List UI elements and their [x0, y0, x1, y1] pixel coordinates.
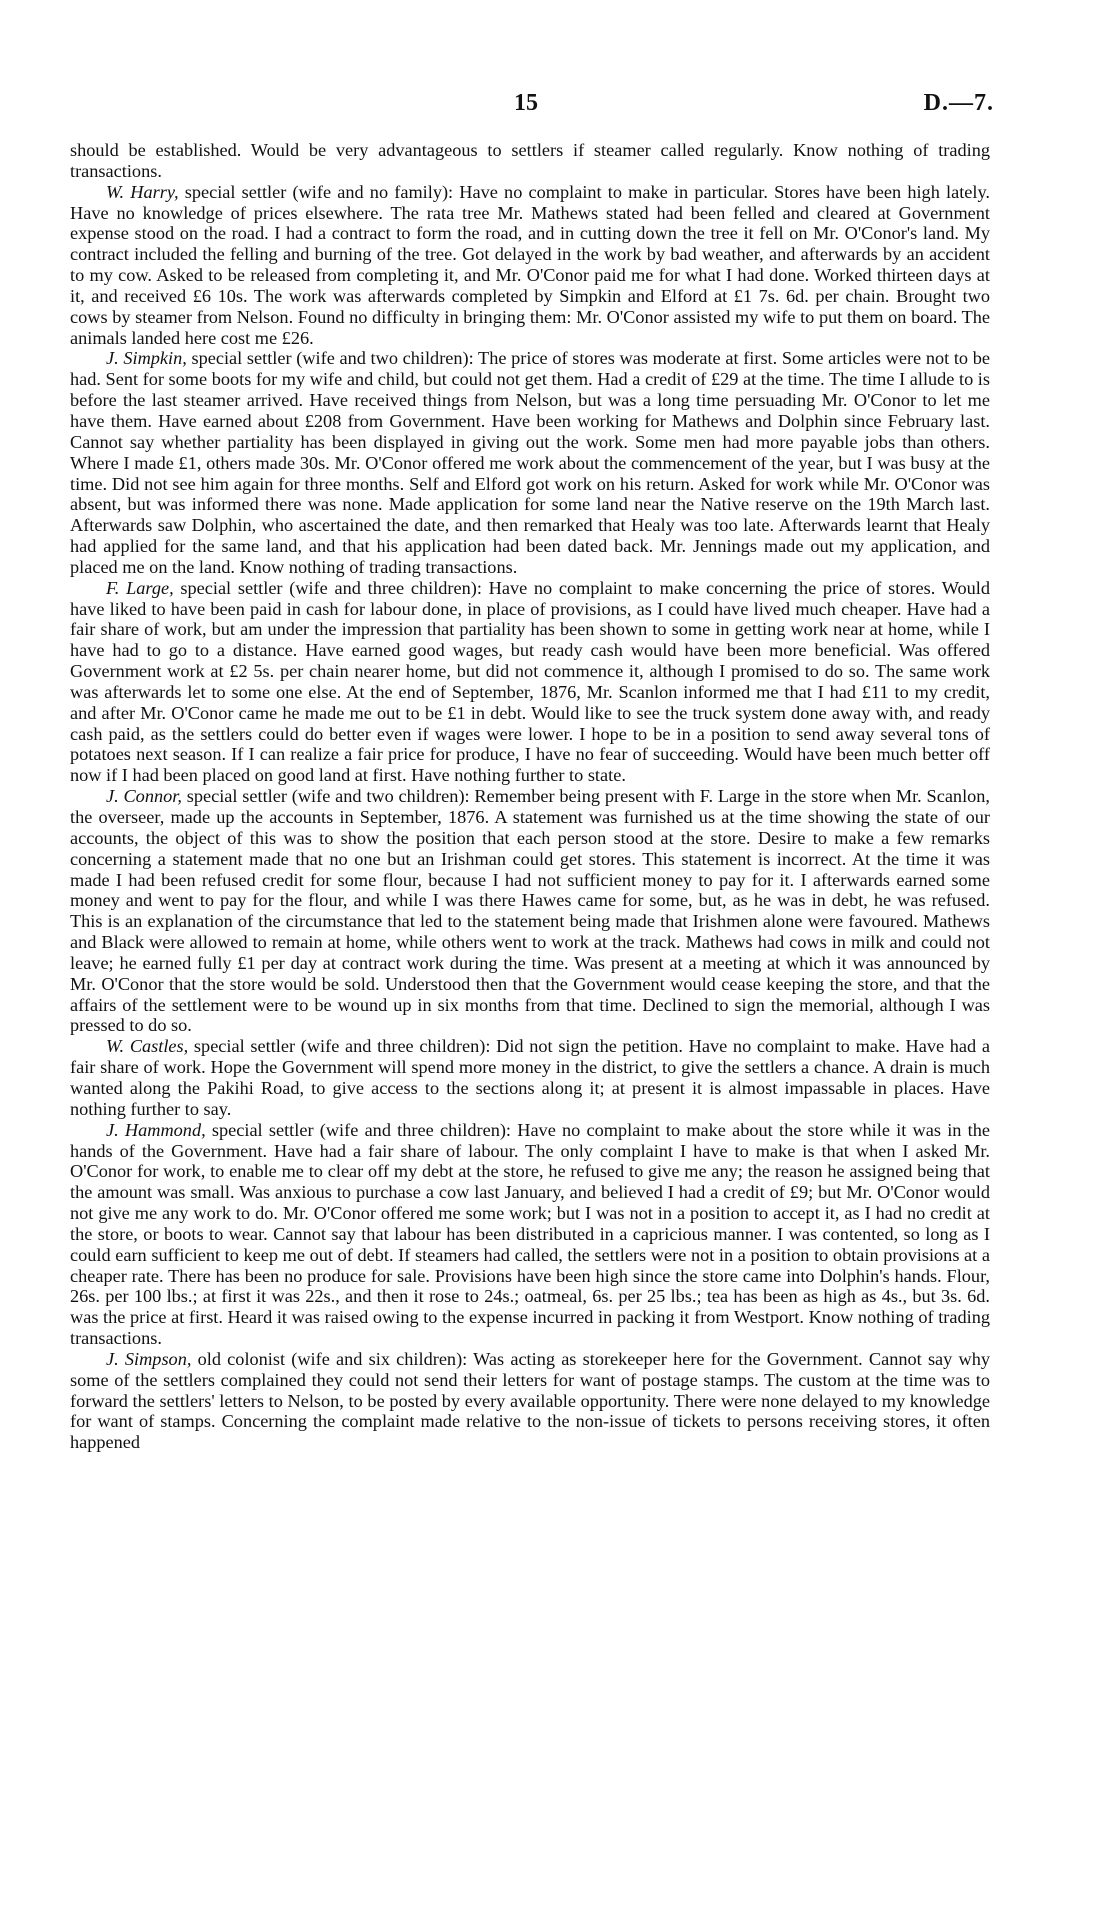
witness-name: F. Large,: [106, 577, 174, 598]
witness-name: W. Castles,: [106, 1036, 189, 1057]
witness-name: J. Simpkin,: [106, 348, 187, 369]
testimony-j-hammond: [70, 1120, 990, 1349]
testimony-w-harry: [70, 182, 990, 349]
witness-name: J. Hammond,: [106, 1119, 206, 1140]
page-number: 15: [514, 90, 538, 116]
paragraph-text: special settler (wife and three children): Have no complaint to make concerning the price of stores. Would have liked to have been paid in cash for labour done, in place of provisions, as I could have lived much cheaper. Have had a fair share of work, but am under the impression that partiality has been shown to some in getting work near at home, while I have had to go to a distance. Have earned good wages, but ready cash would have been more beneficial. Was offered Government work at £2 5s. per chain nearer home, but did not commence it, although I promised to do so. The same work was afterwards let to some one else. At the end of September, 1876, Mr. Scanlon informed me that I had £11 to my credit, and after Mr. O'Conor came he made me out to be £1 in debt. Would like to see the truck system done away with, and ready cash paid, as the settlers could do better even if wages were lower. I hope to be in a position to send away several tons of potatoes next season. If I can realize a fair price for produce, I have no fear of succeeding. Would have been much better off now if I had been placed on good land at first. Have nothing further to state.: [70, 577, 990, 786]
paragraph-text: special settler (wife and two children): The price of stores was moderate at first. Some articles were not to be had. Sent for some boots for my wife and child, but could not get them. Had a credit of £29 at the time. The time I allude to is before the last steamer arrived. Have received things from Nelson, but was a long time persuading Mr. O'Conor to let me have them. Have earned about £208 from Government. Have been working for Mathews and Dolphin since February last. Cannot say whether partiality has been displayed in giving out the work. Some men had more payable jobs than others. Where I made £1, others made 30s. Mr. O'Conor offered me work about the commencement of the year, but I was busy at the time. Did not see him again for three months. Self and Elford got work on his return. Asked for work while Mr. O'Conor was absent, but was informed there was none. Made application for some land near the Native reserve on the 19th March last. Afterwards saw Dolphin, who ascertained the date, and then remarked that Healy was too late. Afterwards learnt that Healy had applied for the same land, and that his application had been dated back. Mr. Jennings made out my application, and placed me on the land. Know nothing of trading transactions.: [70, 348, 990, 577]
paragraph-text: special settler (wife and three children): Have no complaint to make about the store while it was in the hands of the Government. Have had a fair share of labour. The only complaint I have to make is that when I asked Mr. O'Conor for work, to enable me to clear off my debt at the store, he refused to give me any; the reason he assigned being that the amount was small. Was anxious to purchase a cow last January, and believed I had a credit of £9; but Mr. O'Conor would not give me any work to do. Mr. O'Conor offered me some work; but I was not in a position to accept it, as I had no credit at the store, or boots to wear. Cannot say that labour has been distributed in a capricious manner. I was contented, so long as I could earn sufficient to keep me out of debt. If steamers had called, the settlers were not in a position to obtain provisions at a cheaper rate. There has been no produce for sale. Provisions have been high since the store came into Dolphin's hands. Flour, 26s. per 100 lbs.; at first it was 22s., and then it rose to 24s.; oatmeal, 6s. per 25 lbs.; tea has been as high as 4s., but 3s. 6d. was the price at first. Heard it was raised owing to the expense incurred in packing it from Westport. Know nothing of trading transactions.: [70, 1119, 990, 1349]
paragraph-text: special settler (wife and no family): Have no complaint to make in particular. Stores have been high lately. Have no knowledge of prices elsewhere. The rata tree Mr. Mathews stated had been felled and cleared at Government expense stood on the road. I had a contract to form the road, and in cutting down the tree it fell on Mr. O'Conor's land. My contract included the felling and burning of the tree. Got delayed in the work by bad weather, and afterwards by an accident to my cow. Asked to be released from completing it, and Mr. O'Conor paid me for what I had done. Worked thirteen days at it, and received £6 10s. The work was afterwards completed by Simpkin and Elford at £1 7s. 6d. per chain. Brought two cows by steamer from Nelson. Found no difficulty in bringing them: Mr. O'Conor assisted my wife to put them on board. The animals landed here cost me £26.: [70, 181, 991, 348]
testimony-f-large: [70, 578, 990, 786]
testimony-j-connor: [70, 786, 990, 1036]
testimony-j-simpkin: [70, 348, 990, 577]
testimony-j-simpson: [70, 1349, 990, 1453]
paragraph-text: special settler (wife and two children): Remember being present with F. Large in the store when Mr. Scanlon, the overseer, made up the accounts in September, 1876. A statement was furnished us at the time showing the state of our accounts, the object of this was to show the position that each person stood at the store. Desire to make a few remarks concerning a statement made that no one but an Irishman could get stores. This statement is incorrect. At the time it was made I had been refused credit for some flour, because I had not sufficient money to pay for it. I afterwards earned some money and went to pay for the flour, and while I was there Hawes came for some, but, as he was in debt, he was refused. This is an explanation of the circumstance that led to the statement being made that Irishmen alone were favoured. Mathews and Black were allowed to remain at home, while others went to work at the track. Mathews had cows in milk and could not leave; he earned fully £1 per day at contract work during the time. Was present at a meeting at which it was announced by Mr. O'Conor that the store would be sold. Understood then that the Government would cease keeping the store, and that the affairs of the settlement were to be wound up in six months from that time. Declined to sign the memorial, although I was pressed to do so.: [70, 786, 990, 1036]
witness-name: W. Harry,: [106, 181, 179, 202]
paragraph-text: old colonist (wife and six children): Was acting as storekeeper here for the Government. Cannot say why some of the settlers complained they could not send their letters for want of postage stamps. The custom at the time was to forward the settlers' letters to Nelson, to be posted by every available opportunity. There were none delayed to my knowledge for want of stamps. Concerning the complaint made relative to the non-issue of tickets to persons receiving stores, it often happened: [70, 1348, 990, 1453]
page-header: [70, 90, 994, 126]
paragraph-continuation: [70, 140, 990, 182]
witness-name: J. Simpson,: [106, 1348, 192, 1369]
witness-name: J. Connor,: [106, 786, 182, 807]
paragraph-text: special settler (wife and three children): Did not sign the petition. Have no complaint to make. Have had a fair share of work. Hope the Government will spend more money in the district, to give the settlers a chance. A drain is much wanted along the Pakihi Road, to give access to the sections along it; at present it is almost impassable in places. Have nothing further to say.: [70, 1036, 990, 1119]
paragraph-text: should be established. Would be very advantageous to settlers if steamer called regularly. Know nothing of trading transactions.: [70, 140, 990, 181]
body-text: [70, 140, 990, 1453]
document-reference: D.—7.: [923, 90, 994, 116]
document-page: [70, 90, 994, 1453]
testimony-w-castles: [70, 1036, 990, 1119]
